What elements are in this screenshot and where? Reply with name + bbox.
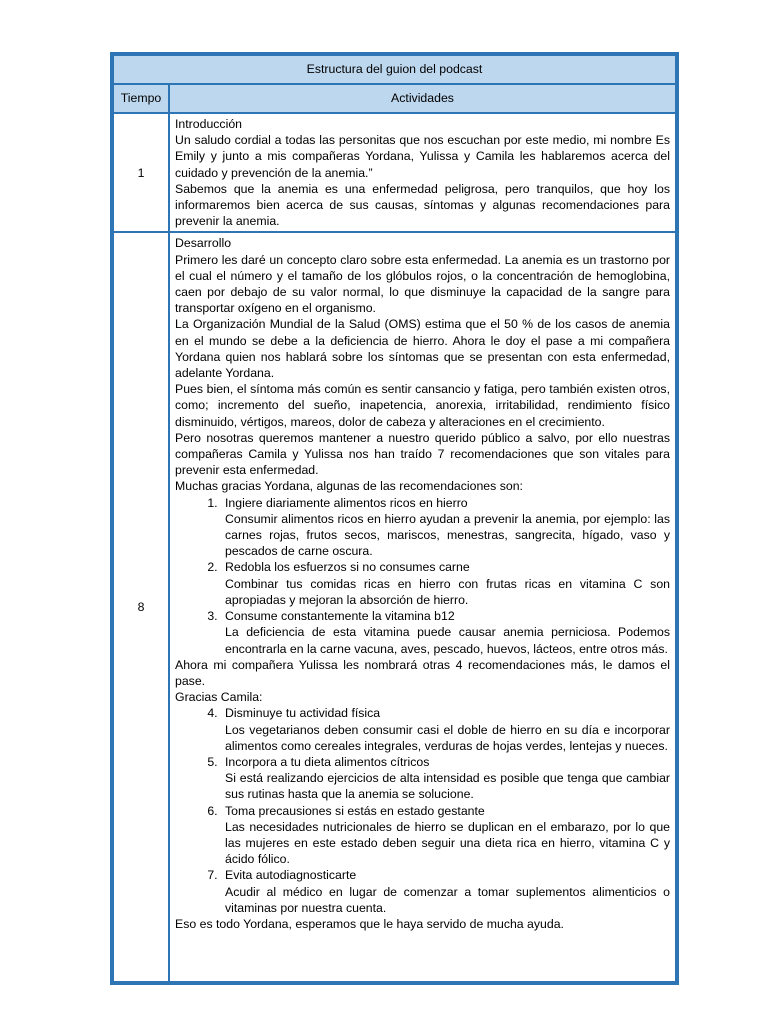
recommendation-text: Las necesidades nutricionales de hierro se duplican en el embarazo, por lo que las mujeres en este estado deben seguir una dieta rica en hierro, vitamina C y ácido fólico. bbox=[225, 819, 670, 867]
paragraph: Primero les daré un concepto claro sobre esta enfermedad. La anemia es un trastorno por el cual el número y el tamaño de los glóbulos rojos, o la concentración de hemoglobina, caen por debajo de su valor normal, lo que disminuye la capacidad de la sangre para transportar oxígeno en el organismo. bbox=[175, 252, 670, 316]
recommendation-text: Consumir alimentos ricos en hierro ayudan a prevenir la anemia, por ejemplo: las carnes rojas, frutos secos, mariscos, menestras, sangrecita, hígado, vaso y pescados de carne oscura. bbox=[225, 511, 670, 559]
recommendations-list bbox=[175, 495, 670, 657]
paragraph: La Organización Mundial de la Salud (OMS) estima que el 50 % de los casos de anemia en el mundo se debe a la deficiencia de hierro. Ahora le doy el pase a mi compañera Yordana quien nos hablará sobre los síntomas que se presentan con esta enfermedad, adelante Yordana. bbox=[175, 317, 670, 381]
paragraph: Un saludo cordial a todas las personitas que nos escuchan por este medio, mi nombre Es Emily y junto a mis compañeras Yordana, Yulissa y Camila les hablaremos acerca del cuidado y prevención de la anemia.” bbox=[175, 133, 670, 180]
list-item bbox=[221, 608, 670, 657]
activities-cell bbox=[169, 232, 676, 982]
recommendation-title: 2. Redobla los esfuerzos si no consumes carne bbox=[225, 560, 470, 575]
paragraph: Ahora mi compañera Yulissa les nombrará otras 4 recomendaciones más, le damos el pase. bbox=[175, 657, 670, 688]
activities-cell bbox=[169, 113, 676, 232]
recommendation-text: Combinar tus comidas ricas en hierro con frutas ricas en vitamina C son apropiadas y mejoran la absorción de hierro. bbox=[225, 576, 670, 607]
recommendation-title: 5. Incorpora a tu dieta alimentos cítricos bbox=[225, 754, 430, 769]
recommendation-title: 4. Disminuye tu actividad física bbox=[225, 706, 381, 721]
recommendations-list bbox=[175, 705, 670, 916]
paragraph: Sabemos que la anemia es una enfermedad peligrosa, pero tranquilos, que hoy los informaremos bien acerca de sus causas, síntomas y algunas recomendaciones para prevenir la anemia. bbox=[175, 181, 670, 229]
paragraph: Gracias Camila: bbox=[175, 690, 263, 705]
column-header-activities: Actividades bbox=[169, 84, 676, 113]
recommendation-title: 3. Consume constantemente la vitamina b12 bbox=[225, 609, 455, 624]
section-heading: Desarrollo bbox=[175, 236, 232, 251]
list-item bbox=[221, 867, 670, 916]
list-item bbox=[221, 803, 670, 868]
podcast-script-table bbox=[112, 54, 677, 983]
table-row bbox=[113, 232, 676, 982]
podcast-script-table-frame bbox=[110, 52, 679, 985]
section-heading: Introducción bbox=[175, 117, 242, 131]
recommendation-text: Acudir al médico en lugar de comenzar a tomar suplementos alimenticios o vitaminas por nuestra cuenta. bbox=[225, 884, 670, 915]
list-item bbox=[221, 705, 670, 754]
column-header-time: Tiempo bbox=[113, 84, 169, 113]
recommendation-text: Los vegetarianos deben consumir casi el doble de hierro en su día e incorporar alimentos como cereales integrales, verduras de hojas verdes, lentejas y nueces. bbox=[225, 722, 670, 753]
paragraph: Pues bien, el síntoma más común es sentir cansancio y fatiga, pero también existen otros, como; incremento del sueño, inapetencia, anorexia, irritabilidad, rendimiento físico disminuido, vértigos, mareos, dolor de cabeza y alteraciones en el crecimiento. bbox=[175, 382, 670, 429]
table-row bbox=[113, 113, 676, 232]
list-item bbox=[221, 754, 670, 803]
recommendation-text: Si está realizando ejercicios de alta intensidad es posible que tenga que cambiar sus rutinas hasta que la anemia se solucione. bbox=[225, 771, 670, 802]
paragraph: Pero nosotras queremos mantener a nuestro querido público a salvo, por ello nuestras compañeras Camila y Yulissa nos han traído 7 recomendaciones que son vitales para prevenir esta enfermedad. bbox=[175, 430, 670, 478]
closing-paragraph: Eso es todo Yordana, esperamos que le haya servido de mucha ayuda. bbox=[175, 916, 564, 931]
recommendation-title: 7. Evita autodiagnosticarte bbox=[225, 868, 357, 883]
list-item bbox=[221, 495, 670, 560]
time-cell: 8 bbox=[113, 232, 169, 982]
table-title: Estructura del guion del podcast bbox=[113, 55, 676, 84]
recommendation-text: La deficiencia de esta vitamina puede causar anemia perniciosa. Podemos encontrarla en la carne vacuna, aves, pescado, huevos, lácteos, entre otros más. bbox=[225, 625, 670, 656]
paragraph: Muchas gracias Yordana, algunas de las recomendaciones son: bbox=[175, 479, 523, 494]
recommendation-title: 6. Toma precausiones si estás en estado gestante bbox=[225, 803, 485, 818]
list-item bbox=[221, 559, 670, 608]
recommendation-title: 1. Ingiere diariamente alimentos ricos en hierro bbox=[225, 495, 468, 510]
time-cell: 1 bbox=[113, 113, 169, 232]
